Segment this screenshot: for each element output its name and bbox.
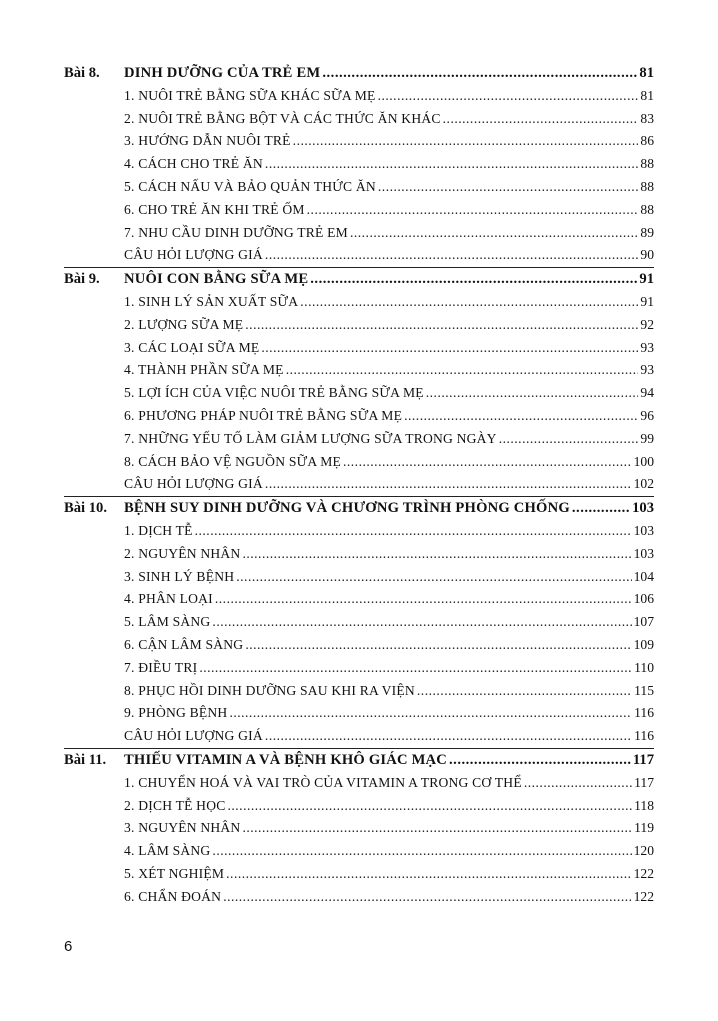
entry-title: 1. SINH LÝ SẢN XUẤT SỮA xyxy=(124,293,299,309)
page-ref: 88 xyxy=(640,178,654,194)
page-ref: 90 xyxy=(640,247,654,263)
dot-leader xyxy=(499,428,639,451)
page-ref: 116 xyxy=(634,705,654,721)
dot-leader xyxy=(343,451,632,474)
entry-title: 2. NGUYÊN NHÂN xyxy=(124,545,241,561)
dot-leader xyxy=(242,543,631,566)
page-ref: 83 xyxy=(640,110,654,126)
dot-leader xyxy=(286,359,639,382)
entry-title: 1. CHUYỂN HOÁ VÀ VAI TRÒ CỦA VITAMIN A TRONG CƠ THỂ xyxy=(124,774,522,790)
dot-leader xyxy=(449,749,631,772)
toc-entry[interactable] xyxy=(64,611,654,634)
page-ref: 115 xyxy=(634,682,654,698)
entry-title: CÂU HỎI LƯỢNG GIÁ xyxy=(124,476,263,492)
entry-title: 6. CHẨN ĐOÁN xyxy=(124,888,222,904)
lesson-title: DINH DƯỠNG CỦA TRẺ EM xyxy=(124,65,321,81)
entry-title: 7. ĐIỀU TRỊ xyxy=(124,659,198,675)
toc-entry[interactable] xyxy=(64,702,654,725)
entry-title: 2. NUÔI TRẺ BẰNG BỘT VÀ CÁC THỨC ĂN KHÁC xyxy=(124,110,441,126)
entry-title: 5. XÉT NGHIỆM xyxy=(124,865,225,881)
page-ref: 120 xyxy=(633,843,654,859)
toc-entry[interactable] xyxy=(64,473,654,496)
dot-leader xyxy=(265,725,632,748)
entry-title: 8. PHỤC HỒI DINH DƯỠNG SAU KHI RA VIỆN xyxy=(124,682,415,698)
page-ref: 92 xyxy=(640,316,654,332)
entry-title: 2. LƯỢNG SỮA MẸ xyxy=(124,316,244,332)
page-ref: 93 xyxy=(640,362,654,378)
toc-entry[interactable] xyxy=(64,634,654,657)
toc-section xyxy=(64,62,654,267)
page-ref: 107 xyxy=(633,614,654,630)
dot-leader xyxy=(242,817,632,840)
page-ref: 103 xyxy=(633,545,654,561)
dot-leader xyxy=(310,268,637,291)
toc-entry[interactable] xyxy=(64,314,654,337)
entry-title: CÂU HỎI LƯỢNG GIÁ xyxy=(124,247,263,263)
dot-leader xyxy=(227,795,632,818)
page-ref: 110 xyxy=(634,659,654,675)
page-ref: 116 xyxy=(634,728,654,744)
page-ref: 118 xyxy=(634,797,654,813)
page-ref: 89 xyxy=(640,224,654,240)
toc-entry[interactable] xyxy=(64,130,654,153)
toc-entry[interactable] xyxy=(64,291,654,314)
dot-leader xyxy=(572,497,630,520)
dot-leader xyxy=(300,291,638,314)
entry-title: 9. PHÒNG BỆNH xyxy=(124,705,228,721)
dot-leader xyxy=(229,702,632,725)
page-ref: 117 xyxy=(634,774,654,790)
toc-entry[interactable] xyxy=(64,176,654,199)
entry-title: 6. CHO TRẺ ĂN KHI TRẺ ỐM xyxy=(124,201,305,217)
page-ref: 91 xyxy=(639,271,654,288)
entry-title: 5. LỢI ÍCH CỦA VIỆC NUÔI TRẺ BẰNG SỮA MẸ xyxy=(124,385,424,401)
page-ref: 109 xyxy=(633,636,654,652)
toc-entry[interactable] xyxy=(64,543,654,566)
page-ref: 86 xyxy=(640,133,654,149)
entry-title: 7. NHU CẦU DINH DƯỠNG TRẺ EM xyxy=(124,224,348,240)
dot-leader xyxy=(265,244,638,267)
toc-lesson-heading[interactable] xyxy=(64,497,654,520)
page-ref: 103 xyxy=(632,500,654,517)
dot-leader xyxy=(307,199,639,222)
entry-title: 8. CÁCH BẢO VỆ NGUỒN SỮA MẸ xyxy=(124,453,341,469)
dot-leader xyxy=(524,772,632,795)
toc-entry[interactable] xyxy=(64,199,654,222)
toc-entry[interactable] xyxy=(64,566,654,589)
toc-entry[interactable] xyxy=(64,244,654,267)
entry-title: 6. PHƯƠNG PHÁP NUÔI TRẺ BẰNG SỮA MẸ xyxy=(124,407,403,423)
page-ref: 93 xyxy=(640,339,654,355)
toc-entry[interactable] xyxy=(64,153,654,176)
entry-title: 3. SINH LÝ BỆNH xyxy=(124,568,235,584)
dot-leader xyxy=(378,176,639,199)
toc-entry[interactable] xyxy=(64,863,654,886)
dot-leader xyxy=(417,680,632,703)
entry-title: 2. DỊCH TỄ HỌC xyxy=(124,797,226,813)
page-ref: 102 xyxy=(633,476,654,492)
toc-entry[interactable] xyxy=(64,359,654,382)
page-ref: 88 xyxy=(640,201,654,217)
toc-lesson-heading[interactable] xyxy=(64,749,654,772)
page-ref: 96 xyxy=(640,407,654,423)
entry-title: 1. NUÔI TRẺ BẰNG SỮA KHÁC SỮA MẸ xyxy=(124,87,376,103)
toc-entry[interactable] xyxy=(64,405,654,428)
lesson-number: Bài 10. xyxy=(64,500,107,517)
page-ref: 100 xyxy=(633,453,654,469)
toc-entry[interactable] xyxy=(64,817,654,840)
dot-leader xyxy=(199,657,632,680)
toc-entry[interactable] xyxy=(64,795,654,818)
page-ref: 88 xyxy=(640,156,654,172)
dot-leader xyxy=(245,314,638,337)
toc-section xyxy=(64,496,654,748)
dot-leader xyxy=(223,886,631,909)
entry-title: 3. NGUYÊN NHÂN xyxy=(124,820,241,836)
dot-leader xyxy=(322,62,637,85)
toc-entry[interactable] xyxy=(64,108,654,131)
toc-entry[interactable] xyxy=(64,337,654,360)
page-ref: 122 xyxy=(633,888,654,904)
toc-entry[interactable] xyxy=(64,520,654,543)
toc-lesson-heading[interactable] xyxy=(64,268,654,291)
lesson-title: THIẾU VITAMIN A VÀ BỆNH KHÔ GIÁC MẠC xyxy=(124,751,448,768)
dot-leader xyxy=(236,566,631,589)
lesson-title: NUÔI CON BẰNG SỮA MẸ xyxy=(124,271,309,288)
page-number: 6 xyxy=(64,938,73,955)
dot-leader xyxy=(426,382,639,405)
entry-title: 7. NHỮNG YẾU TỐ LÀM GIẢM LƯỢNG SỮA TRONG NGÀY xyxy=(124,430,497,446)
toc-entry[interactable] xyxy=(64,222,654,245)
toc-entry[interactable] xyxy=(64,588,654,611)
entry-title: 4. CÁCH CHO TRẺ ĂN xyxy=(124,156,263,172)
dot-leader xyxy=(443,108,639,131)
toc-entry[interactable] xyxy=(64,382,654,405)
page-ref: 122 xyxy=(633,865,654,881)
toc-lesson-heading[interactable] xyxy=(64,62,654,85)
dot-leader xyxy=(261,337,638,360)
dot-leader xyxy=(404,405,638,428)
dot-leader xyxy=(265,473,632,496)
toc-entry[interactable] xyxy=(64,725,654,748)
entry-title: CÂU HỎI LƯỢNG GIÁ xyxy=(124,728,263,744)
entry-title: 5. LÂM SÀNG xyxy=(124,614,211,630)
entry-title: 4. LÂM SÀNG xyxy=(124,843,211,859)
toc-entry[interactable] xyxy=(64,680,654,703)
dot-leader xyxy=(212,611,631,634)
entry-title: 6. CẬN LÂM SÀNG xyxy=(124,636,244,652)
dot-leader xyxy=(195,520,632,543)
toc-entry[interactable] xyxy=(64,451,654,474)
entry-title: 4. PHÂN LOẠI xyxy=(124,591,213,607)
dot-leader xyxy=(212,840,631,863)
entry-title: 3. CÁC LOẠI SỮA MẸ xyxy=(124,339,260,355)
page-ref: 119 xyxy=(634,820,654,836)
lesson-number: Bài 11. xyxy=(64,751,107,768)
dot-leader xyxy=(265,153,638,176)
dot-leader xyxy=(215,588,632,611)
toc-entry[interactable] xyxy=(64,840,654,863)
page-ref: 81 xyxy=(639,65,654,81)
toc-section xyxy=(64,267,654,496)
entry-title: 3. HƯỚNG DẪN NUÔI TRẺ xyxy=(124,133,291,149)
entry-title: 5. CÁCH NẤU VÀ BẢO QUẢN THỨC ĂN xyxy=(124,178,376,194)
toc-entry[interactable] xyxy=(64,772,654,795)
dot-leader xyxy=(350,222,638,245)
page-ref: 106 xyxy=(633,591,654,607)
toc-entry[interactable] xyxy=(64,85,654,108)
dot-leader xyxy=(293,130,639,153)
lesson-number: Bài 8. xyxy=(64,65,100,81)
entry-title: 1. DỊCH TỄ xyxy=(124,522,193,538)
dot-leader xyxy=(226,863,631,886)
table-of-contents xyxy=(64,62,654,908)
page-ref: 104 xyxy=(633,568,654,584)
toc-entry[interactable] xyxy=(64,886,654,909)
page-ref: 103 xyxy=(633,522,654,538)
dot-leader xyxy=(378,85,639,108)
toc-entry[interactable] xyxy=(64,657,654,680)
lesson-title: BỆNH SUY DINH DƯỠNG VÀ CHƯƠNG TRÌNH PHÒNG CHỐNG xyxy=(124,500,570,517)
page-ref: 117 xyxy=(632,751,654,768)
page-ref: 99 xyxy=(640,430,654,446)
lesson-number: Bài 9. xyxy=(64,271,100,288)
page-ref: 91 xyxy=(640,293,654,309)
toc-section xyxy=(64,748,654,909)
page-ref: 81 xyxy=(640,87,654,103)
entry-title: 4. THÀNH PHẦN SỮA MẸ xyxy=(124,362,284,378)
toc-entry[interactable] xyxy=(64,428,654,451)
dot-leader xyxy=(245,634,631,657)
page-ref: 94 xyxy=(640,385,654,401)
